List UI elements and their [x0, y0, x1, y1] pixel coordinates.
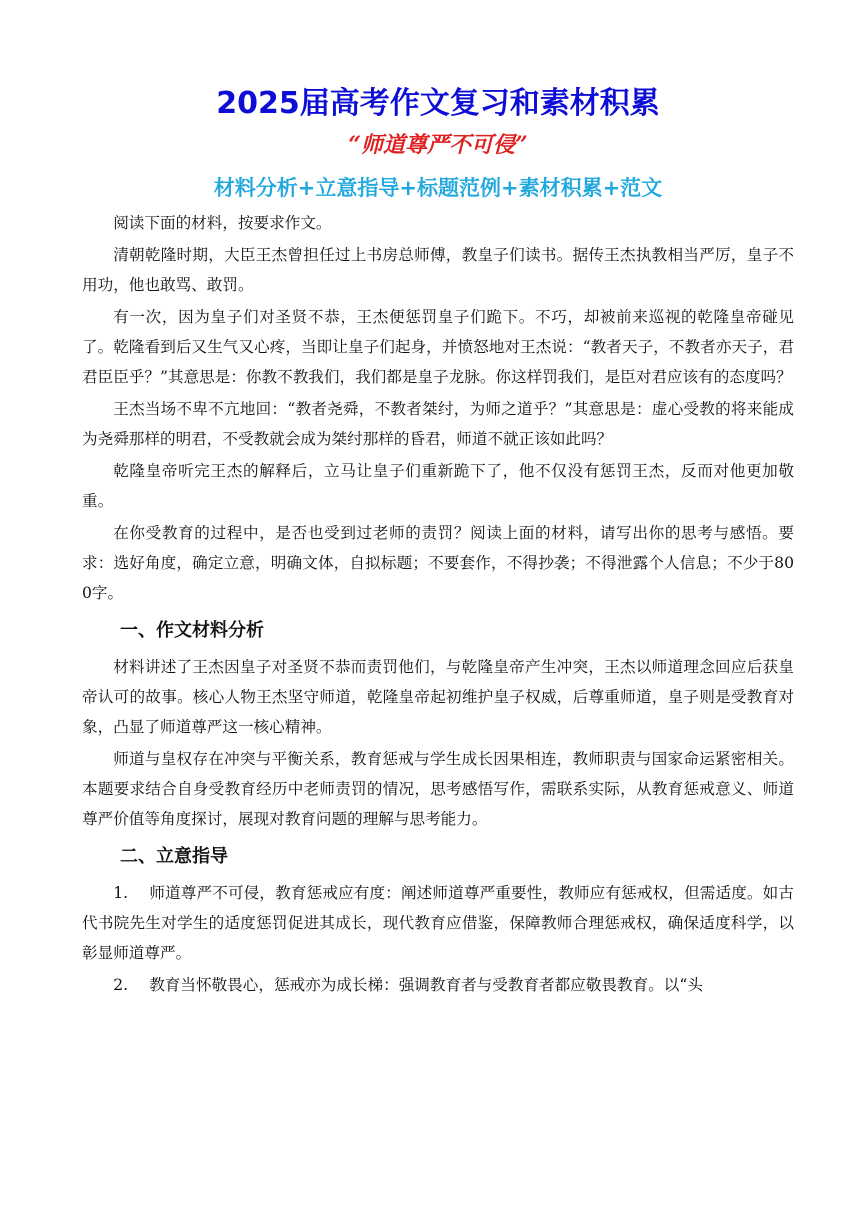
item-text: 教育当怀敬畏心，惩戒亦为成长梯：强调教育者与受教育者都应敬畏教育。以“头 [149, 976, 703, 994]
prompt-paragraph: 阅读下面的材料，按要求作文。 [113, 214, 332, 232]
prompt-section [82, 208, 794, 608]
analysis-paragraph: 材料讲述了王杰因皇子对圣贤不恭而责罚他们，与乾隆皇帝产生冲突，王杰以师道理念回应后获皇帝认可的故事。核心人物王杰坚守师道，乾隆皇帝起初维护皇子权威，后尊重师道，皇子则是受教育对象，凸显了师道尊严这一核心精神。 [82, 658, 794, 736]
item-number: 1. [113, 884, 129, 902]
analysis-paragraph: 师道与皇权存在冲突与平衡关系，教育惩戒与学生成长因果相连，教师职责与国家命运紧密相关。本题要求结合自身受教育经历中老师责罚的情况，思考感悟写作，需联系实际，从教育惩戒意义、师道尊严价值等角度探讨，展现对教育问题的理解与思考能力。 [82, 750, 794, 828]
prompt-paragraph: 有一次，因为皇子们对圣贤不恭，王杰便惩罚皇子们跪下。不巧，却被前来巡视的乾隆皇帝碰见了。乾隆看到后又生气又心疼，当即让皇子们起身，并愤怒地对王杰说：“教者天子，不教者亦天子，君君臣臣乎？”其意思是：你教不教我们，我们都是皇子龙脉。你这样罚我们，是臣对君应该有的态度吗？ [82, 308, 794, 386]
guidance-item [82, 878, 794, 968]
theme-guidance-section [82, 842, 794, 1000]
section-heading: 一、作文材料分析 [120, 620, 264, 641]
item-text: 师道尊严不可侵，教育惩戒应有度：阐述师道尊严重要性，教师应有惩戒权，但需适度。如古代书院先生对学生的适度惩罚促进其成长，现代教育应借鉴，保障教师合理惩戒权，确保适度科学，以彰显师道尊严。 [82, 884, 794, 962]
document-page [82, 84, 794, 1000]
prompt-paragraph: 在你受教育的过程中，是否也受到过老师的责罚？阅读上面的材料，请写出你的思考与感悟。要求：选好角度，确定立意，明确文体，自拟标题；不要套作，不得抄袭；不得泄露个人信息；不少于800字。 [82, 524, 794, 602]
material-analysis-section [82, 616, 794, 834]
document-subtitle: “师道尊严不可侵” [348, 132, 528, 158]
section-heading: 二、立意指导 [120, 846, 228, 867]
document-title: 2025届高考作文复习和素材积累 [216, 86, 660, 121]
content-guide: 材料分析+立意指导+标题范例+素材积累+范文 [213, 176, 663, 200]
prompt-paragraph: 清朝乾隆时期，大臣王杰曾担任过上书房总师傅，教皇子们读书。据传王杰执教相当严厉，皇子不用功，他也敢骂、敢罚。 [82, 246, 794, 294]
guidance-item [82, 970, 794, 1000]
item-number: 2. [113, 976, 129, 994]
prompt-paragraph: 王杰当场不卑不亢地回：“教者尧舜，不教者桀纣，为师之道乎？”其意思是：虚心受教的将来能成为尧舜那样的明君，不受教就会成为桀纣那样的昏君，师道不就正该如此吗？ [82, 400, 794, 448]
prompt-paragraph: 乾隆皇帝听完王杰的解释后，立马让皇子们重新跪下了，他不仅没有惩罚王杰，反而对他更加敬重。 [82, 462, 794, 510]
